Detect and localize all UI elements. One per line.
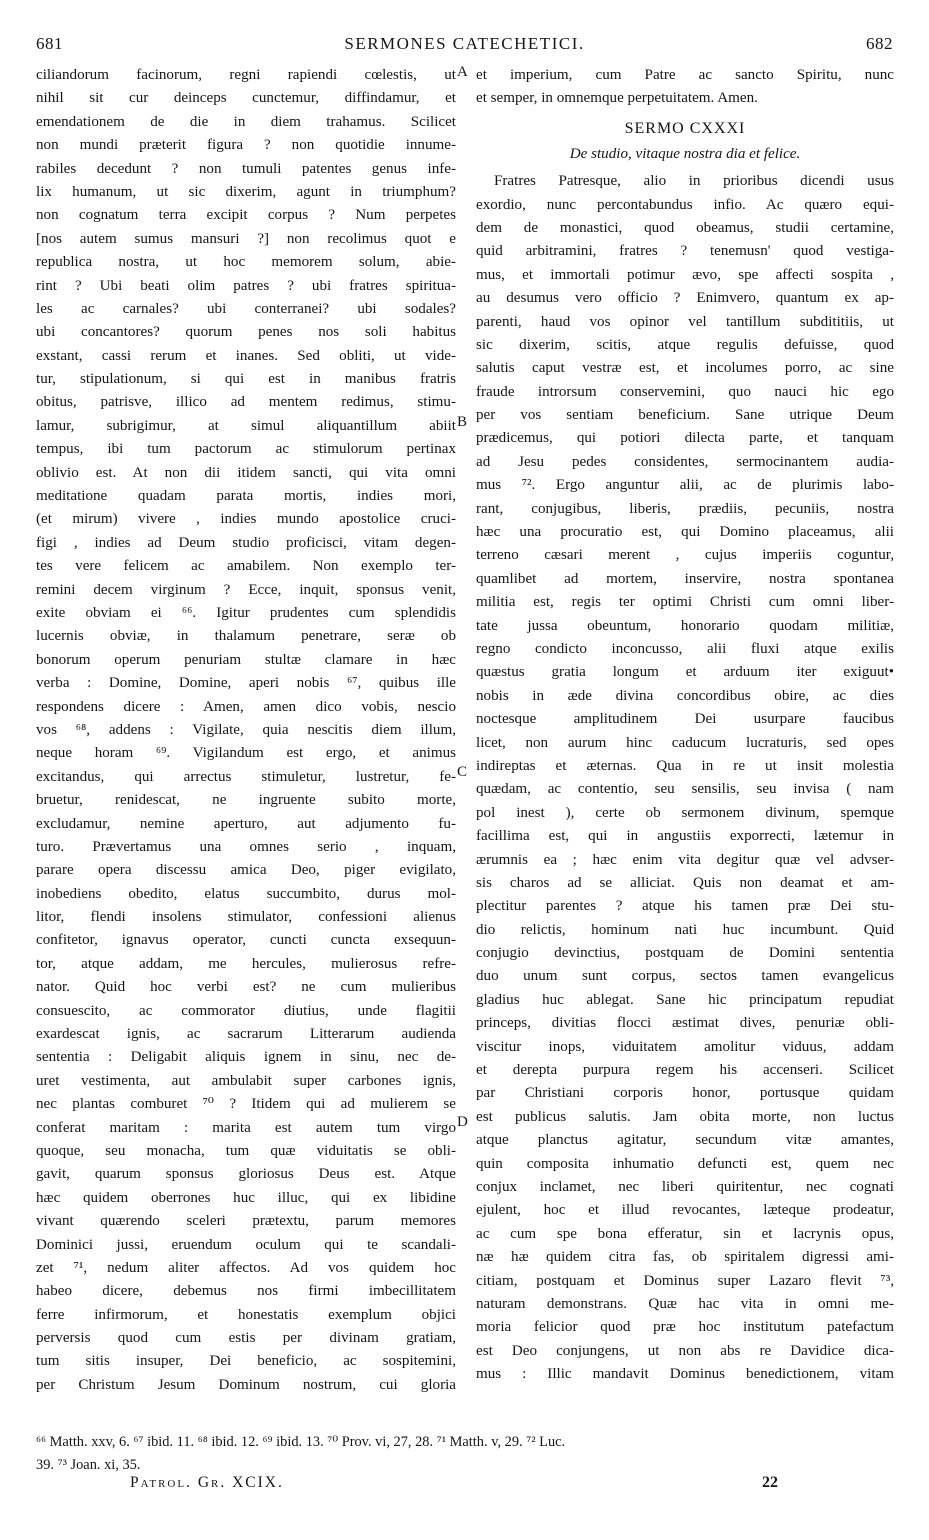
text-line: indireptas et æternas. Qua in re ut insit molestia <box>476 757 894 774</box>
text-line: nobis in æde divina concordibus obire, ac dies <box>476 687 894 704</box>
text-line: lamur, subrigimur, at simul aliquantillum abiit <box>36 417 456 434</box>
text-line: par Christiani corporis honor, portusque quidam <box>476 1085 894 1102</box>
text-line: mus, et immortali potimur ævo, spe affecti sospita , <box>476 266 894 283</box>
text-line: hæc quidem oberrones huc illuc, qui ex libidine <box>36 1189 456 1206</box>
text-line: consuescito, ac commorator diutius, unde flagitii <box>36 1002 456 1019</box>
text-line: republica nostra, ut hoc memorem solum, abie- <box>36 254 456 271</box>
text-line: excitandus, qui arrectus stimuletur, lustretur, fe- <box>36 768 456 785</box>
text-line: tum sitis insuper, Dei beneficio, ac sospitemini, <box>36 1353 456 1370</box>
text-line: næ hæ quidem citra fas, ob spiritalem digressi ami- <box>476 1249 894 1266</box>
text-line: confitetor, ignavus operator, cuncti cuncta exsequun- <box>36 932 456 949</box>
text-line: habeo dicere, debemus nos firmi imbecillitatem <box>36 1283 456 1300</box>
text-line: dem de monastici, quod obeamus, studii certamine, <box>476 219 894 236</box>
text-line: et semper, in omnemque perpetuitatem. Amen. <box>476 90 758 107</box>
text-line: perversis quod cum estis per divinam gratiam, <box>36 1330 456 1347</box>
text-line: mus : Illic mandavit Dominus benedictionem, vitam <box>476 1366 894 1383</box>
text-line: quædam, ac contentio, seu sensilis, seu invisa ( nam <box>476 781 894 798</box>
text-line: nihil sit cur deinceps cunctemur, diffindamur, et <box>36 90 456 107</box>
text-line: salutis caput vestræ est, et incolumes porro, ac sine <box>476 360 894 377</box>
text-line: au desumus vero officio ? Enimvero, quantum ex ap- <box>476 290 894 307</box>
left-column <box>36 64 456 1397</box>
text-line: nec plantas comburet ⁷⁰ ? Itidem qui ad mulierem se <box>36 1096 456 1113</box>
text-line: sententia : Deligabit aliquis ignem in sinu, nec de- <box>36 1049 456 1066</box>
text-line: tempus, ibi tum pactorum ac stimulorum pertinax <box>36 441 456 458</box>
text-line: facillima est, qui in angustiis exporrecti, lætemur in <box>476 828 894 845</box>
text-line: dio relictis, hominum nati huc incumbunt. Quid <box>476 921 894 938</box>
sermo-title: SERMO CXXXI <box>624 119 746 137</box>
text-line: ac cum spe bona efferatur, sin et lacrynis opus, <box>476 1225 894 1242</box>
text-line: est publicus salutis. Jam obita morte, non luctus <box>476 1108 894 1125</box>
text-line: ærumnis ea ; hæc enim vita degitur quæ vel advser- <box>476 851 894 868</box>
text-line: tate jussa obeuntum, honorario quodam militiæ, <box>476 617 894 634</box>
left-page-number: 681 <box>36 34 63 53</box>
text-line: conferat maritam : marita est autem tum virgo <box>36 1119 456 1136</box>
text-line: rint ? Ubi beati olim patres ? ubi fratres spiritua- <box>36 277 456 294</box>
text-line: obitus, patrisve, illico ad mentem redimus, stimu- <box>36 394 456 411</box>
text-line: gladius huc ablegat. Sane hic principatum repudiat <box>476 991 894 1008</box>
text-line: parenti, haud vos opinor vel tantillum subdititiis, ut <box>476 313 894 330</box>
text-line: plectitur parentes ? atque his tamen præ Dei stu- <box>476 898 894 915</box>
text-line: bruetur, renidescat, ne ingruente subito morte, <box>36 792 456 809</box>
right-body <box>476 170 894 1386</box>
text-line: turo. Prævertamus una omnes serio , inquam, <box>36 838 456 855</box>
text-line: emendationem de die in diem trahamus. Scilicet <box>36 113 456 130</box>
text-line: remini decem virginum ? Ecce, inquit, sponsus venit, <box>36 581 456 598</box>
text-line: nator. Quid hoc verbi est? ne cum mulieribus <box>36 979 456 996</box>
text-line: ejulent, hoc et illud revocantes, læteque prodeatur, <box>476 1202 894 1219</box>
text-line: conjugio devinctius, postquam de Domini sententia <box>476 945 894 962</box>
text-line: verba : Domine, Domine, aperi nobis ⁶⁷, quibus ille <box>36 675 456 692</box>
text-line: ciliandorum facinorum, regni rapiendi cœlestis, ut <box>36 67 456 83</box>
text-line: noctesque amplitudinem Dei usurpare faucibus <box>476 711 894 728</box>
text-line: sis charos ad se alliciat. Quis non deamat et am- <box>476 874 894 891</box>
text-line: atque planctus agitatur, secundum vitæ amantes, <box>476 1132 894 1149</box>
text-line: tes vere felicem ac amabilem. Non exemplo ter- <box>36 558 456 575</box>
text-line: terreno cæsari merent , cujus imperiis coguntur, <box>476 547 894 564</box>
text-line: bonorum operum penuriam stultæ clamare in hæc <box>36 651 456 668</box>
text-line: litor, flendi insolens stimulator, confessioni alienus <box>36 909 456 926</box>
text-line: mus ⁷². Ergo anguntur alii, ac de plurimis labo- <box>476 477 894 494</box>
text-line: tur, stipulationum, si qui est in manibus fratris <box>36 371 456 388</box>
text-line: duo unum sunt corpus, sectos tamen evangelicus <box>476 968 894 985</box>
footnote-line: ⁶⁶ Matth. xxv, 6. ⁶⁷ ibid. 11. ⁶⁸ ibid. 12. ⁶⁹ ibid. 13. ⁷⁰ Prov. vi, 27, 28. ⁷¹ Matth. v, 29. ⁷² Luc. <box>36 1434 566 1450</box>
text-line: (et mirum) vivere , indies mundo apostolice cruci- <box>36 511 456 528</box>
text-line: per Christum Jesum Dominum nostrum, cui gloria <box>36 1376 456 1393</box>
margin-marker-d: D <box>457 1114 468 1130</box>
text-line: hæc una procuratio est, qui Domino placeamus, alii <box>476 524 894 541</box>
text-line: conjux inclamet, nec liberi quiritentur, nec cognati <box>476 1178 894 1195</box>
text-line: pol inest ), certe ob sermonem divinum, spemque <box>476 804 894 821</box>
text-line: uret vestimenta, aut ambulabit super carbones ignis, <box>36 1072 456 1089</box>
right-column <box>476 64 894 1386</box>
text-line: moria felicior quod præ hoc institutum patefactum <box>476 1319 894 1336</box>
text-line: figi , indies ad Deum studio proficisci, vitam degen- <box>36 534 456 551</box>
text-line: prædicemus, qui potiori dilecta parte, et tanquam <box>476 430 894 447</box>
text-line: regno condicto inconcusso, alii fluxi atque exilis <box>476 640 894 657</box>
right-page-number: 682 <box>866 34 893 53</box>
text-line: neque horam ⁶⁹. Vigilandum est ergo, et animus <box>36 745 456 762</box>
text-line: [nos autem sumus mansuri ?] non recolimus quot e <box>36 230 456 247</box>
text-line: quoque, seu monacha, tum quæ viduitatis se obli- <box>36 1142 456 1159</box>
running-title: SERMONES CATECHETICI. <box>344 34 585 53</box>
text-line: naturam demonstrans. Quæ hac vita in omni me- <box>476 1295 894 1312</box>
text-line: tor, atque addam, me hercules, mulierosus refre- <box>36 955 456 972</box>
text-line: vos ⁶⁸, addens : Vigilate, quia nescitis diem illum, <box>36 721 456 738</box>
patrologia-signature: Patrol. Gr. XCIX. <box>130 1474 284 1491</box>
signature-number: 22 <box>762 1474 778 1491</box>
footnote-line: 39. ⁷³ Joan. xi, 35. <box>36 1457 141 1474</box>
text-line: gavit, quarum sponsus gloriosus Deus est. Atque <box>36 1166 456 1183</box>
text-line: exstant, cassi rerum et inanes. Sed obliti, ut vide- <box>36 347 456 364</box>
text-line: ferre infirmorum, et honestatis exemplum objici <box>36 1306 456 1323</box>
text-line: quid arbitramini, fratres ? tenemusn' quod vestiga- <box>476 243 894 260</box>
text-line: licet, non aurum hinc caducum lucraturis, sed opes <box>476 734 894 751</box>
text-line: citiam, postquam et Dominus super Lazaro flevit ⁷³, <box>476 1272 894 1289</box>
text-line: viscitur inops, viduitatem amolitur viduus, addam <box>476 1038 894 1055</box>
sermo-subtitle: De studio, vitaque nostra dia et felice. <box>569 145 801 162</box>
text-line: ubi concantores? quorum penes nos soli habitus <box>36 324 456 341</box>
margin-marker-b: B <box>457 414 468 430</box>
text-line: non mundi præterit figura ? non quotidie innume- <box>36 137 456 154</box>
text-line: quin composita inhumatio defuncti est, quem nec <box>476 1155 894 1172</box>
text-line: et imperium, cum Patre ac sancto Spiritu, nunc <box>476 67 894 83</box>
text-line: sic dixerim, scitis, atque regulis defuisse, quod <box>476 336 894 353</box>
text-line: per vos sentiam beneficium. Sane utrique Deum <box>476 407 894 424</box>
text-line: exordio, nunc percontabundus infio. Ac quæro equi- <box>476 196 894 213</box>
footnotes <box>36 1432 896 1479</box>
text-line: militia est, regis ter optimi Christi cum omni liber- <box>476 594 894 611</box>
text-line: est Deo conjungens, ut non abs re Davidice dica- <box>476 1342 894 1359</box>
right-intro <box>476 64 894 111</box>
text-line: princeps, divitias flocci æstimat dives, penuriæ obli- <box>476 1015 894 1032</box>
text-line: les ac carnales? ubi conterranei? ubi sodales? <box>36 300 456 317</box>
text-line: rabiles decedunt ? non tumuli patentes genus infe- <box>36 160 456 177</box>
text-line: lucernis obviæ, in thalamum penetrare, seræ ob <box>36 628 456 645</box>
text-line: rant, conjugibus, liberis, prædiis, pecuniis, nostra <box>476 500 894 517</box>
text-line: lix humanum, ut sic dixerim, agunt in triumphum? <box>36 183 456 200</box>
text-line: et derepta purpura regem his accenseri. Scilicet <box>476 1062 894 1079</box>
text-line: Fratres Patresque, alio in prioribus dicendi usus <box>494 173 894 190</box>
text-line: Dominici jussi, eruendum oculum qui te scandali- <box>36 1236 456 1253</box>
text-line: inobediens obedito, elatus succumbito, durus mol- <box>36 885 456 902</box>
text-line: exite obviam ei ⁶⁶. Igitur prudentes cum splendidis <box>36 604 456 621</box>
text-line: quæstus gratia longum et arduum iter exiguut• <box>476 664 894 681</box>
text-line: zet ⁷¹, nedum aliter affectos. Ad vos quidem hoc <box>36 1259 456 1276</box>
text-line: vivant quærendo sceleri prætextu, parum memores <box>36 1213 456 1230</box>
margin-marker-c: C <box>457 764 468 780</box>
text-line: meditatione quadam parata mortis, indies mori, <box>36 488 456 505</box>
text-line: exardescat ignis, ac sacrarum Litterarum audienda <box>36 1026 456 1043</box>
text-line: parare opera discessu amica Deo, piger evigilato, <box>36 862 456 879</box>
text-line: oblivio est. At non dii itidem sancti, qui vita omni <box>36 464 456 481</box>
text-line: excludamur, nemine aperturo, aut adjumento fu- <box>36 815 456 832</box>
margin-marker-a: A <box>457 64 468 80</box>
text-line: quamlibet ad mortem, inservire, nostra spontanea <box>476 570 894 587</box>
text-line: ad Jesu pedes considentes, sermocinantem audia- <box>476 453 894 470</box>
text-line: respondens dicere : Amen, amen dico vobis, nescio <box>36 698 456 715</box>
text-line: fraude introrsum conservemini, quo nauci hic ego <box>476 383 894 400</box>
text-line: non cognatum terra excipit corpus ? Num perpetes <box>36 207 456 224</box>
